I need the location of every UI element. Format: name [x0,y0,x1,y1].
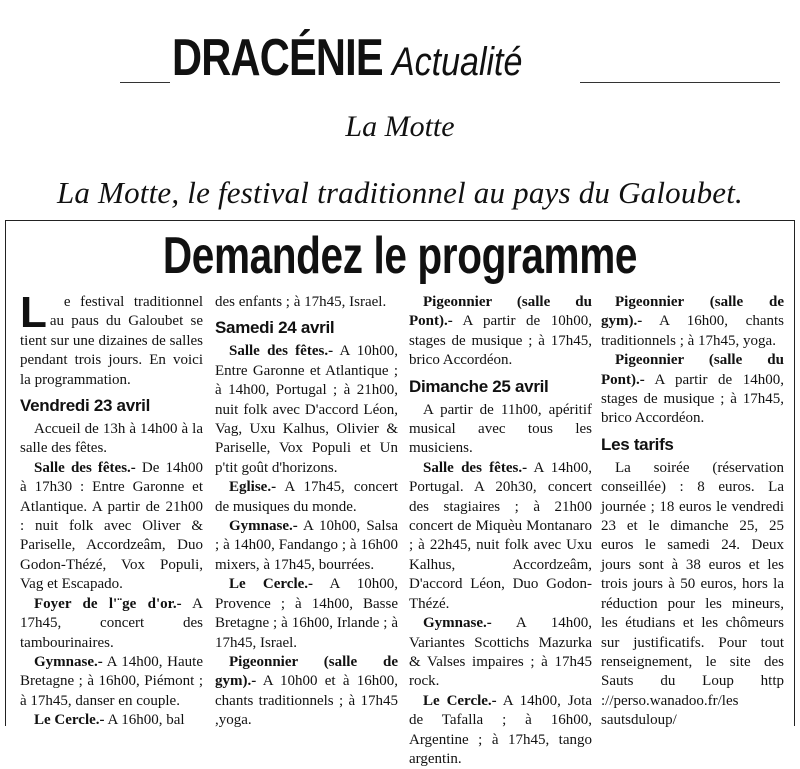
paragraph [215,478,398,517]
masthead-title [172,28,523,88]
paragraph-text: des enfants ; à 17h45, Israel. [215,294,387,310]
subheading: Samedi 24 avril [215,318,335,338]
venue-name: Gymnase.- [34,653,103,670]
paragraph-text: A 10h00, Salsa ; à 14h00, Fandango ; à 16h00 mixers, à 17h45, bourrées. [215,518,398,573]
paragraph [20,459,203,595]
paragraph [409,459,592,614]
paragraph [215,293,398,312]
venue-name: Salle des fêtes.- [229,343,334,360]
paragraph [20,595,203,653]
venue-name: Le Cercle.- [229,576,314,593]
paragraph [20,420,203,459]
paragraph [215,653,398,731]
paragraph-text: A 17h45, concert des tambourinaires. [20,595,203,651]
paragraph-text: A 14h00, Variantes Scottichs Mazurka & Valses impaires ; à 17h45 rock. [409,615,592,690]
venue-name: Eglise.- [229,479,277,496]
venue-name: Pigeonnier (salle du Pont).- [409,294,592,330]
paragraph-text: A 14h00, Portugal. A 20h30, concert des stagiaires ; à 21h00 concert de Miquèu Montanaro ; à 22h45, nuit folk avec Uxu Kalhus, Accordzeâm, D'accord Léon, Duo Godon-Thézé. [409,459,592,612]
paragraph [215,575,398,653]
paragraph-text: A 16h00, bal [104,712,185,729]
headline-text: Demandez le programme [162,227,638,285]
paragraph-text: A partir de 11h00, apéritif musical avec tous les musiciens. [409,401,592,457]
venue-name: Le Cercle.- [423,692,497,709]
section-title: La Motte [345,110,455,143]
venue-name: Gymnase.- [423,615,492,632]
masthead [0,18,800,88]
paragraph [409,692,592,769]
venue-name: Salle des fêtes.- [423,459,528,476]
paragraph [409,293,592,371]
paragraph-text: A 10h00, Provence ; à 14h00, Basse Bretagne ; à 16h00, Irlande ; à 17h45, Israel. [215,576,398,651]
masthead-title-italic: Actualité [392,40,523,84]
subheading: Vendredi 23 avril [20,396,151,416]
paragraph [215,517,398,575]
paragraph [409,401,592,459]
paragraph-text: A 14h00, Haute Bretagne ; à 16h00, Piémont ; à 17h45, danser en couple. [20,653,203,709]
masthead-title-bold: DRACÉNIE [172,29,383,87]
kicker: La Motte, le festival traditionnel au pays du Galoubet. [56,175,744,210]
venue-name: Pigeonnier (salle de gym).- [215,653,398,690]
subheading: Les tarifs [601,434,674,454]
paragraph-text: A 14h00, Jota de Tafalla ; à 16h00, Argentine ; à 17h45, tango argentin. [409,692,592,767]
paragraph [601,293,784,351]
paragraph-text: A partir de 14h00, stages de musique ; à 17h45, brico Accordéon. [601,371,784,427]
column-3 [409,293,592,769]
subheading: Dimanche 25 avril [409,376,549,396]
paragraph [601,459,784,731]
paragraph-text: De 14h00 à 17h30 : Entre Garonne et Atlantique. A partir de 21h00 : nuit folk avec Oliver & Pariselle, Accordzeâm, Duo Godon-Thézé, Vox Populi, Vag et Escapado. [20,459,203,593]
paragraph-text: La soirée (réservation conseillée) : 8 euros. La journée ; 18 euros le vendredi 23 et le dimanche 25, 25 euros le samedi 24. Deux jours sont à 38 euros et les trois jours à 50 euros, hors la réduction pour les mineurs, les étudians et les chômeurs sur justificatifs. Pour tout renseignement, le site des Sauts du Loup http ://perso.wanadoo.fr/les sautsduloup/ [601,459,784,729]
paragraph-text: A 17h45, concert de musiques du monde. [215,479,398,515]
paragraph-text: A 10h00 et à 16h00, chants traditionnels ; à 17h45 ,yoga. [215,673,398,729]
paragraph-text: Accueil de 13h à 14h00 à la salle des fêtes. [20,421,203,457]
venue-name: Pigeonnier (salle du Pont).- [601,352,784,388]
paragraph [20,711,203,730]
column-2 [215,293,398,731]
masthead-rule-right [580,82,780,83]
column-1 [20,288,203,731]
headline [0,226,800,286]
paragraph [20,653,203,711]
drop-cap: L [20,288,47,337]
paragraph-text: A partir de 10h00, stages de musique ; à 17h45, brico Accordéon. [409,313,592,369]
paragraph [409,614,592,692]
paragraph [20,288,203,390]
venue-name: Salle des fêtes.- [34,459,136,476]
paragraph-text: A 16h00, chants traditionnels ; à 17h45, yoga. [601,313,784,349]
venue-name: Gymnase.- [229,518,298,535]
venue-name: Le Cercle.- [34,712,105,729]
venue-name: Pigeonnier (salle de gym).- [601,294,784,330]
paragraph [215,342,398,478]
paragraph [601,351,784,429]
paragraph-text: A 10h00, Entre Garonne et Atlantique ; à 14h00, Portugal ; à 21h00, nuit folk avec D'accord Léon, Vag, Uxu Kalhus, Olivier & Pariselle, Vox Populi et Un p'tit goût d'horizons. [215,343,398,476]
masthead-rule-left [120,82,170,83]
column-4 [601,293,784,731]
venue-name: Foyer de l'¨ge d'or.- [34,595,182,612]
paragraph-text: e festival traditionnel au paus du Galoubet se tient sur une dizaines de salles pendant trois jours. En voici la programmation. [20,294,203,388]
